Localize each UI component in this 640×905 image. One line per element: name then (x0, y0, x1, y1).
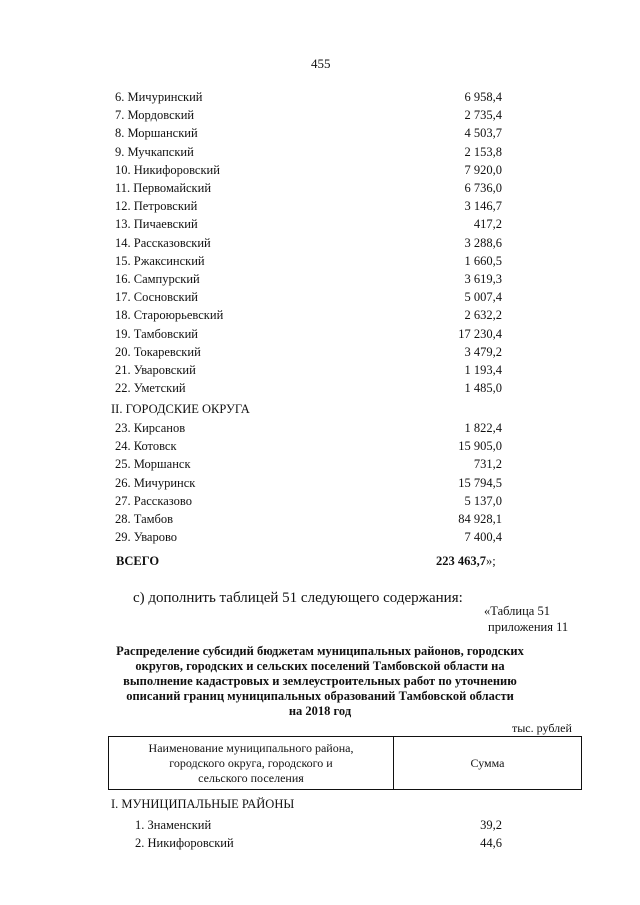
table-heading-line: выполнение кадастровых и землеустроительных работ по уточнению (123, 674, 517, 688)
list-item-value: 417,2 (473, 217, 502, 232)
list-item-value: 39,2 (480, 818, 502, 832)
list-item-value: 3 288,6 (464, 235, 502, 250)
list-item-name: 29. Уварово (115, 530, 178, 545)
column-header-sum: Сумма (394, 737, 582, 790)
list-item-value: 1 485,0 (464, 381, 502, 396)
section-heading-city-districts: II. ГОРОДСКИЕ ОКРУГА (111, 402, 250, 416)
table-ref-line1: «Таблица 51 (484, 604, 550, 618)
total-value: 223 463,7 (436, 554, 486, 568)
list-item-value: 44,6 (480, 836, 502, 850)
table-ref-line2: приложения 11 (488, 620, 569, 634)
list-item-name: 7. Мордовский (115, 108, 195, 123)
list-item-name: 24. Котовск (115, 439, 177, 454)
list-item-name: 9. Мучкапский (115, 144, 194, 159)
list-item-name: 1. Знаменский (135, 818, 212, 832)
list-item-name: 26. Мичуринск (115, 475, 196, 490)
list-item-value: 3 479,2 (464, 344, 502, 359)
list-item-name: 6. Мичуринский (115, 90, 203, 104)
list-item-name: 23. Кирсанов (115, 421, 186, 435)
list-item-value: 15 905,0 (458, 439, 502, 454)
list-item-value: 7 920,0 (464, 162, 502, 177)
list-item-value: 2 632,2 (464, 308, 502, 323)
table-heading-line: описаний границ муниципальных образований Тамбовской области (126, 689, 514, 703)
list-item-name: 16. Сампурский (115, 272, 200, 286)
list-item-name: 22. Уметский (115, 381, 186, 396)
list-item-name: 12. Петровский (115, 199, 198, 214)
section-heading-municipal-districts: I. МУНИЦИПАЛЬНЫЕ РАЙОНЫ (111, 797, 295, 811)
list-item-name: 8. Моршанский (115, 126, 198, 141)
total-value-wrap (436, 554, 496, 569)
list-item-value: 3 619,3 (464, 272, 502, 286)
table-heading-line: округов, городских и сельских поселений Тамбовской области на (135, 659, 505, 673)
list-item-name: 25. Моршанск (115, 457, 191, 472)
list-item-value: 17 230,4 (458, 326, 502, 341)
list-item-name: 10. Никифоровский (115, 162, 220, 177)
list-item-name: 27. Рассказово (115, 493, 192, 508)
list-item-name: 2. Никифоровский (135, 836, 234, 850)
list-item-value: 4 503,7 (464, 126, 502, 141)
list-item-name: 14. Рассказовский (115, 235, 211, 250)
list-item-value: 5 007,4 (464, 290, 502, 305)
table-header (108, 736, 582, 790)
list-item-value: 15 794,5 (458, 475, 502, 490)
table-heading-line: на 2018 год (288, 704, 352, 718)
instruction-text: с) дополнить таблицей 51 следующего содержания: (133, 590, 463, 606)
list-item-name: 28. Тамбов (115, 512, 174, 526)
list-item-name: 13. Пичаевский (115, 217, 198, 232)
list-item-value: 84 928,1 (458, 512, 502, 526)
list-item-value: 5 137,0 (464, 493, 502, 508)
list-item-value: 7 400,4 (464, 530, 502, 545)
list-item-name: 17. Сосновский (115, 290, 198, 305)
list-item-name: 20. Токаревский (115, 344, 201, 359)
list-item-value: 1 822,4 (464, 421, 502, 435)
units-label: тыс. рублей (512, 721, 572, 735)
list-item-name: 18. Староюрьевский (115, 308, 224, 323)
list-item-name: 11. Первомайский (115, 181, 212, 195)
table-heading (0, 644, 640, 719)
list-item-value: 1 193,4 (464, 363, 502, 377)
list-item-name: 15. Ржаксинский (115, 253, 205, 268)
list-item-value: 2 153,8 (464, 144, 502, 159)
table-heading-line: Распределение субсидий бюджетам муниципальных районов, городских (116, 644, 524, 658)
list-item-value: 3 146,7 (464, 199, 502, 214)
total-suffix: »; (486, 554, 496, 568)
list-item-value: 2 735,4 (464, 108, 502, 123)
column-header-name: Наименование муниципального района, городского округа, городского и сельского поселения (109, 737, 394, 790)
list-item-value: 6 736,0 (464, 181, 502, 195)
list-item-name: 19. Тамбовский (115, 326, 198, 341)
list-item-value: 1 660,5 (464, 253, 502, 268)
page-number: 455 (311, 56, 331, 71)
list-item-value: 6 958,4 (464, 90, 502, 104)
total-label: ВСЕГО (116, 554, 160, 568)
list-item-name: 21. Уваровский (115, 363, 196, 377)
list-item-value: 731,2 (473, 457, 502, 472)
